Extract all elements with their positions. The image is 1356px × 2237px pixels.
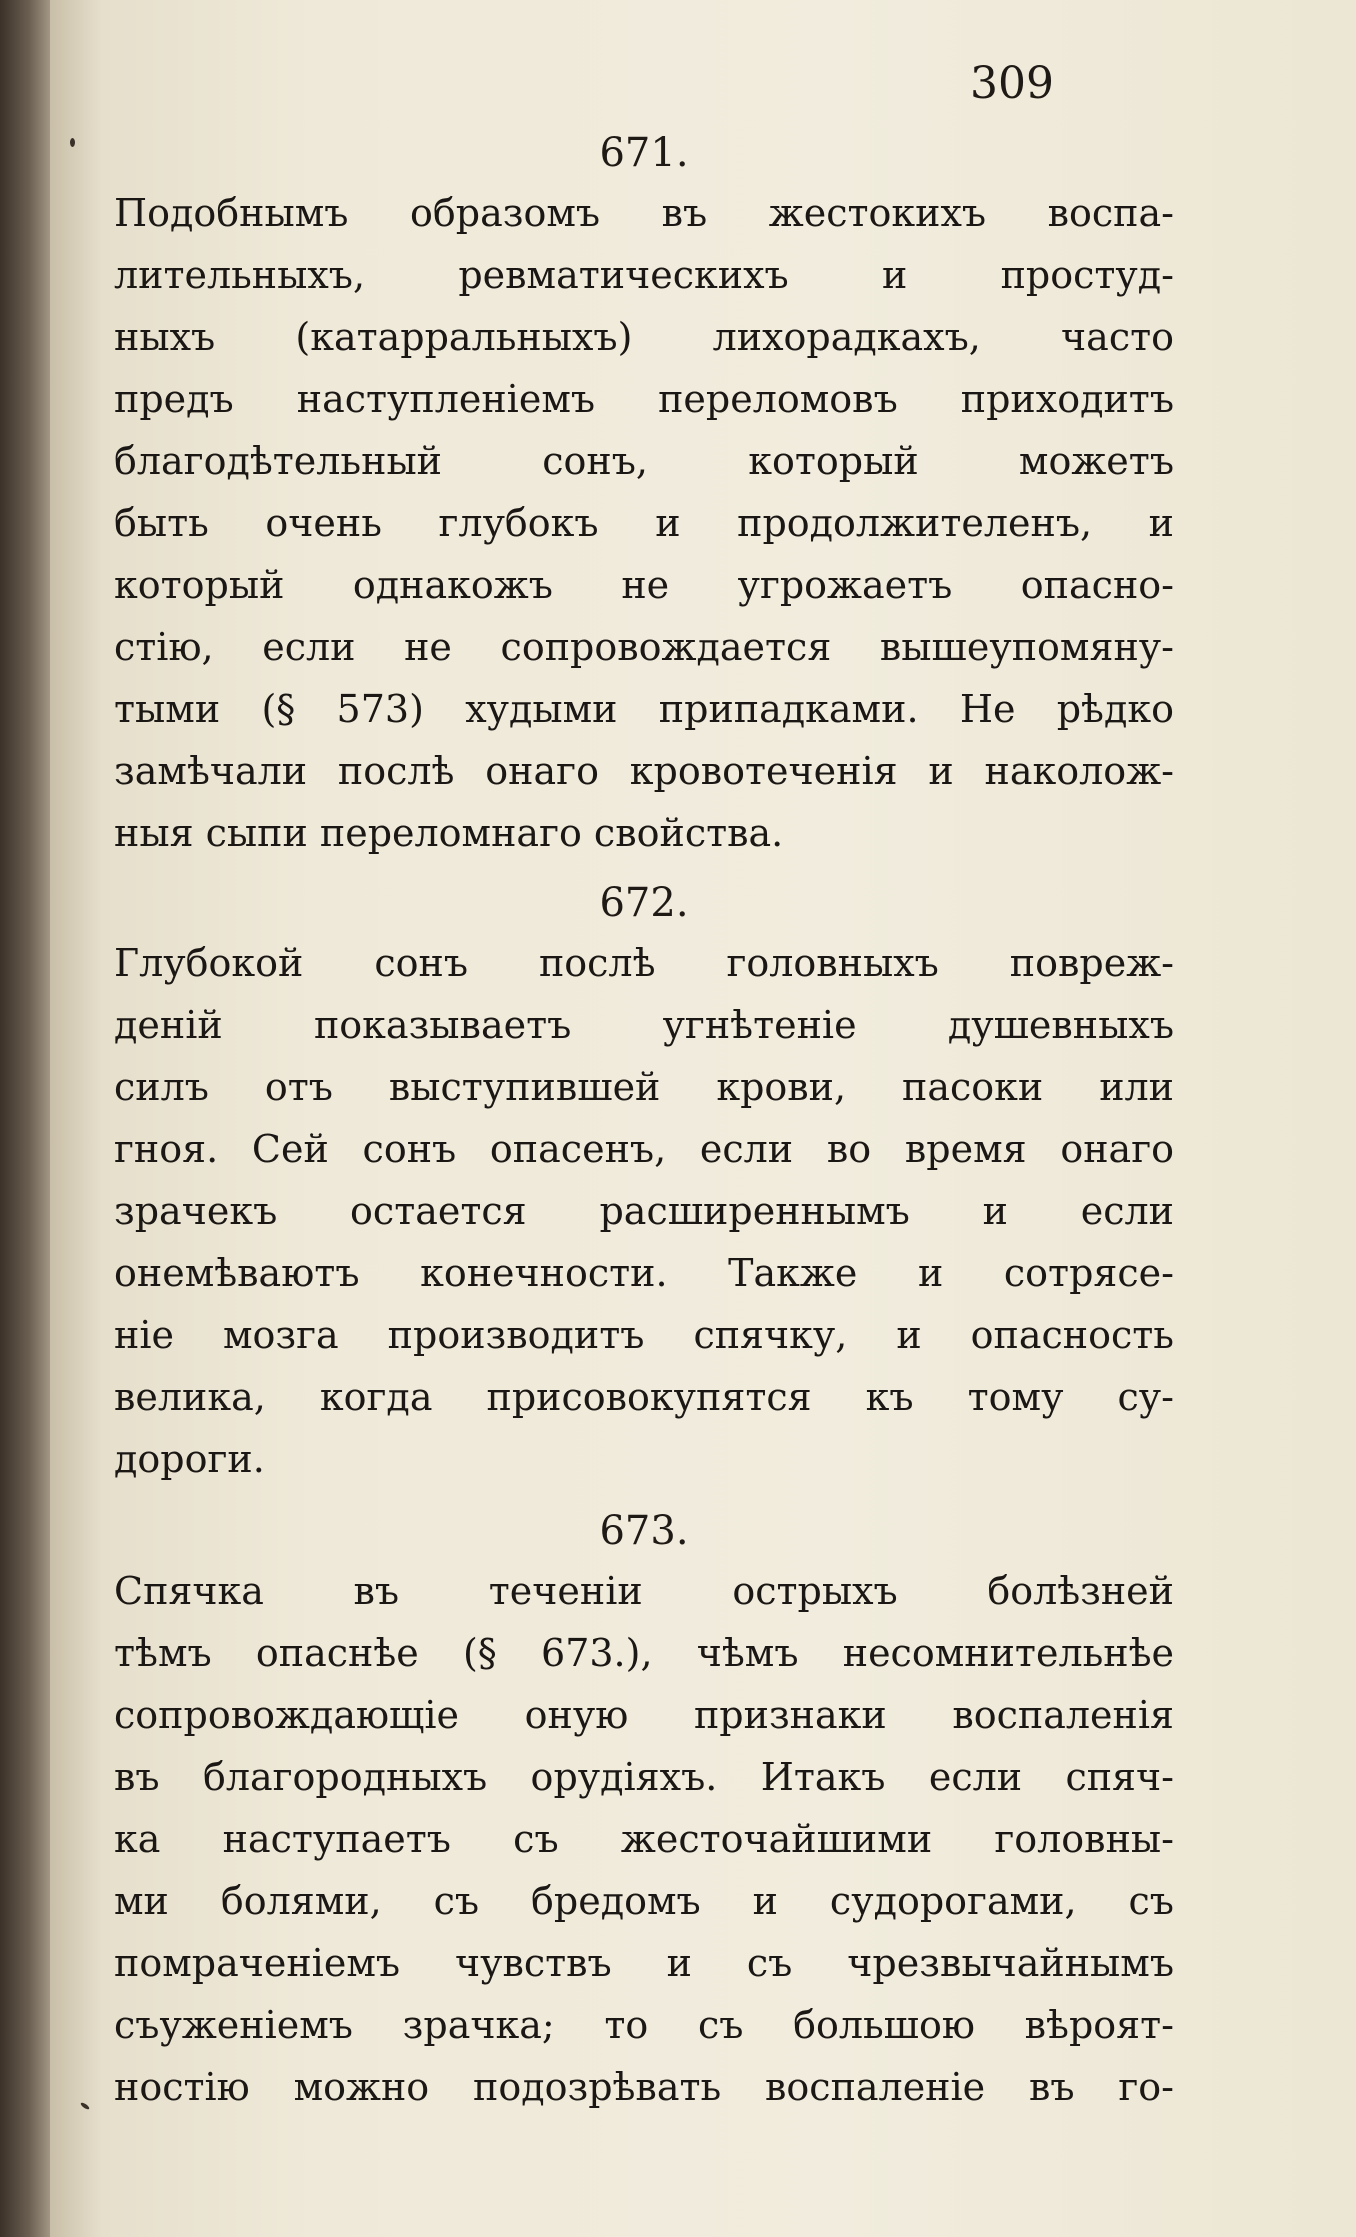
text-line: замѣчали послѣ онаго кровотеченія и наколож-	[114, 749, 1174, 793]
text-line: ка наступаетъ съ жесточайшими головны-	[114, 1817, 1174, 1861]
section-text	[114, 1560, 1174, 2118]
section-number: 672.	[599, 880, 689, 926]
section-text	[114, 182, 1174, 864]
text-line: въ благородныхъ орудіяхъ. Итакъ если спяч-	[114, 1755, 1174, 1799]
section-673	[114, 1508, 1174, 2118]
page-number: 309	[970, 58, 1054, 109]
text-line: ныхъ (катарральныхъ) лихорадкахъ, часто	[114, 315, 1174, 359]
text-line: дороги.	[114, 1437, 265, 1481]
text-line: ніе мозга производитъ спячку, и опасность	[114, 1313, 1174, 1357]
text-line: съуженіемъ зрачка; то съ большою вѣроят-	[114, 2003, 1174, 2047]
text-line: быть очень глубокъ и продолжителенъ, и	[114, 501, 1174, 545]
text-line: предъ наступленіемъ переломовъ приходитъ	[114, 377, 1174, 421]
text-line: велика, когда присовокупятся къ тому су-	[114, 1375, 1174, 1419]
text-line: тѣмъ опаснѣе (§ 673.), чѣмъ несомнительнѣе	[114, 1631, 1174, 1675]
text-line: Спячка въ теченіи острыхъ болѣзней	[114, 1569, 1174, 1613]
text-line: Подобнымъ образомъ въ жестокихъ воспа-	[114, 191, 1174, 235]
ink-speck	[80, 2101, 90, 2110]
text-line: деній показываетъ угнѣтеніе душевныхъ	[114, 1003, 1174, 1047]
text-line: ми болями, съ бредомъ и судорогами, съ	[114, 1879, 1174, 1923]
ink-speck	[70, 138, 75, 147]
section-672	[114, 880, 1174, 1490]
text-line: силъ отъ выступившей крови, пасоки или	[114, 1065, 1174, 1109]
page-sheet	[50, 0, 1356, 2237]
section-number: 673.	[599, 1508, 689, 1554]
text-line: сопровождающіе оную признаки воспаленія	[114, 1693, 1174, 1737]
text-line: гноя. Сей сонъ опасенъ, если во время онаго	[114, 1127, 1174, 1171]
section-number: 671.	[599, 130, 689, 176]
text-line: зрачекъ остается расширеннымъ и если	[114, 1189, 1174, 1233]
text-line: ныя сыпи переломнаго свойства.	[114, 811, 784, 855]
text-line: ностію можно подозрѣвать воспаленіе въ го-	[114, 2065, 1174, 2109]
section-text	[114, 932, 1174, 1490]
text-line: Глубокой сонъ послѣ головныхъ повреж-	[114, 941, 1174, 985]
section-671	[114, 130, 1174, 864]
text-line: лительныхъ, ревматическихъ и простуд-	[114, 253, 1174, 297]
text-line: который однакожъ не угрожаетъ опасно-	[114, 563, 1174, 607]
text-line: онемѣваютъ конечности. Также и сотрясе-	[114, 1251, 1174, 1295]
text-line: благодѣтельный сонъ, который можетъ	[114, 439, 1174, 483]
text-line: помраченіемъ чувствъ и съ чрезвычайнымъ	[114, 1941, 1174, 1985]
text-line: стію, если не сопровождается вышеупомяну-	[114, 625, 1174, 669]
text-line: тыми (§ 573) худыми припадками. Не рѣдко	[114, 687, 1174, 731]
